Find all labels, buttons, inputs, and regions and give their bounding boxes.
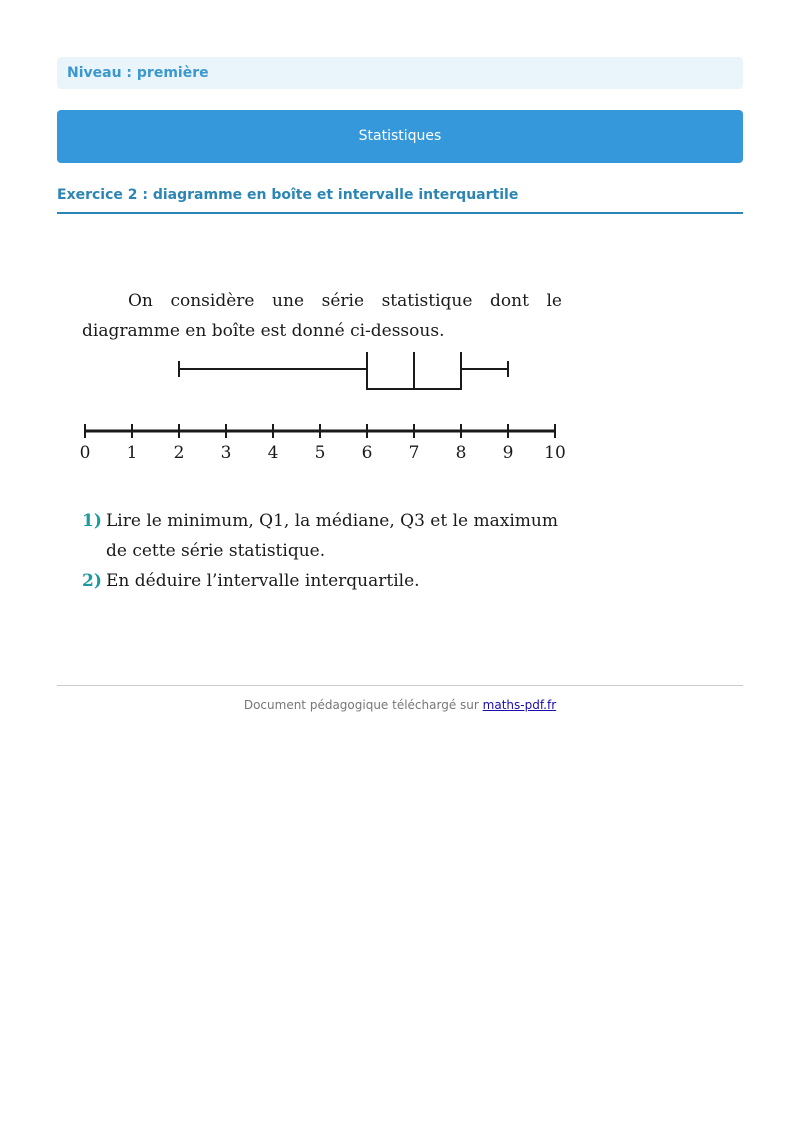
question-item — [82, 506, 562, 566]
subject-banner: Statistiques — [57, 110, 743, 163]
axis-tick-label: 1 — [126, 443, 138, 463]
footer — [57, 698, 743, 712]
axis-tick-label: 6 — [361, 443, 373, 463]
axis-tick-label: 0 — [79, 443, 91, 463]
axis-tick-label: 4 — [267, 443, 279, 463]
question-number: 2) — [82, 571, 102, 591]
footer-divider — [57, 685, 743, 686]
axis-tick-label: 10 — [544, 443, 566, 463]
question-list — [82, 506, 562, 596]
question-number: 1) — [82, 511, 102, 531]
question-text: En déduire l’intervalle interquartile. — [106, 571, 420, 591]
axis-tick-label: 8 — [455, 443, 467, 463]
question-item — [82, 566, 562, 596]
axis-tick-label: 5 — [314, 443, 326, 463]
footer-text: Document pédagogique téléchargé sur — [243, 698, 479, 712]
axis-tick-label: 9 — [502, 443, 514, 463]
axis-tick-label: 7 — [408, 443, 420, 463]
axis-tick-label: 2 — [173, 443, 185, 463]
question-text: Lire le minimum, Q1, la médiane, Q3 et le maximum de cette série statistique. — [106, 511, 558, 561]
exercise-content — [79, 286, 566, 591]
level-label: Niveau : première — [57, 57, 743, 89]
exercise-intro: On considère une série statistique dont le diagramme en boîte est donné ci-dessous. — [82, 291, 562, 341]
axis-tick-label: 3 — [220, 443, 232, 463]
footer-link[interactable]: maths-pdf.fr — [482, 698, 557, 712]
exercise-title: Exercice 2 : diagramme en boîte et intervalle interquartile — [57, 185, 743, 214]
